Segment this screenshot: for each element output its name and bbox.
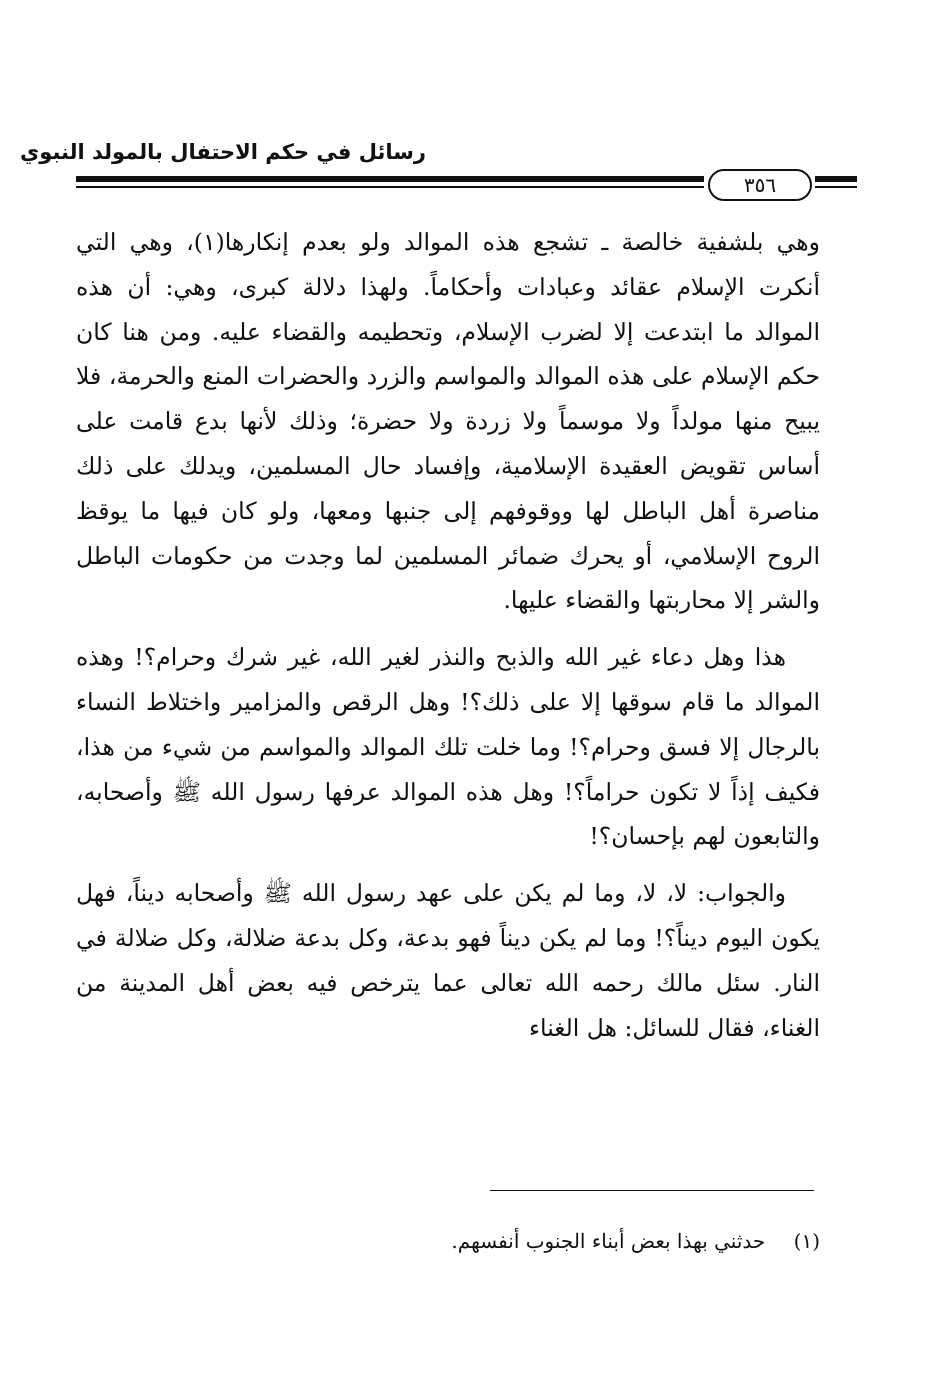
footnote-separator [490,1190,814,1191]
paragraph-1: وهي بلشفية خالصة ـ تشجع هذه الموالد ولو بعدم إنكارها(١)، وهي التي أنكرت الإسلام عقائد وعبادات وأحكاماً. ولهذا دلالة كبرى، وهي: أن هذه الموالد ما ابتدعت إلا لضرب الإسلام، وتحطيمه والقضاء عليه. ومن هنا كان حكم الإسلام على هذه الموالد والمواسم والزرد والحضرات المنع والحرمة، فلا يبيح منها مولداً ولا موسماً ولا زردة ولا حضرة؛ وذلك لأنها بدع قامت على أساس تقويض العقيدة الإسلامية، وإفساد حال المسلمين، ويدلك على ذلك مناصرة أهل الباطل لها ووقوفهم إلى جنبها ومعها، ولو كان فيها ما يوقظ الروح الإسلامي، أو يحرك ضمائر المسلمين لما وجدت من حكومات الباطل والشر إلا محاربتها والقضاء عليها. [76,228,820,615]
header-rule-thin-right [815,186,857,188]
footnote-marker: (١) [793,1229,820,1253]
paragraph-3: والجواب: لا، لا، وما لم يكن على عهد رسول الله ﷺ وأصحابه ديناً، فهل يكون اليوم ديناً؟! وما لم يكن ديناً فهو بدعة، وكل بدعة ضلالة، وكل ضلالة في النار. سئل مالك رحمه الله تعالى عما يترخص فيه بعض أهل المدينة من الغناء، فقال للسائل: هل الغناء [76,879,820,1042]
footnote-text: حدثني بهذا بعض أبناء الجنوب أنفسهم. [451,1229,766,1253]
header-rule-thin-left [76,186,704,188]
paragraph-2: هذا وهل دعاء غير الله والذبح والنذر لغير الله، غير شرك وحرام؟! وهذه الموالد ما قام سوقها إلا على ذلك؟! وهل الرقص والمزامير واختلاط النساء بالرجال إلا فسق وحرام؟! وما خلت تلك الموالد والمواسم من شيء من هذا، فكيف إذاً لا تكون حراماً؟! وهل هذه الموالد عرفها رسول الله ﷺ وأصحابه، والتابعون لهم بإحسان؟! [76,643,820,851]
header-rule-thick-left [76,176,704,182]
body-text [76,220,820,1062]
page-number: ٣٥٦ [708,169,812,201]
running-title: رسائل في حكم الاحتفال بالمولد النبوي [20,140,426,164]
footnote-1 [76,1226,820,1256]
header-rule-thick-right [815,176,857,182]
